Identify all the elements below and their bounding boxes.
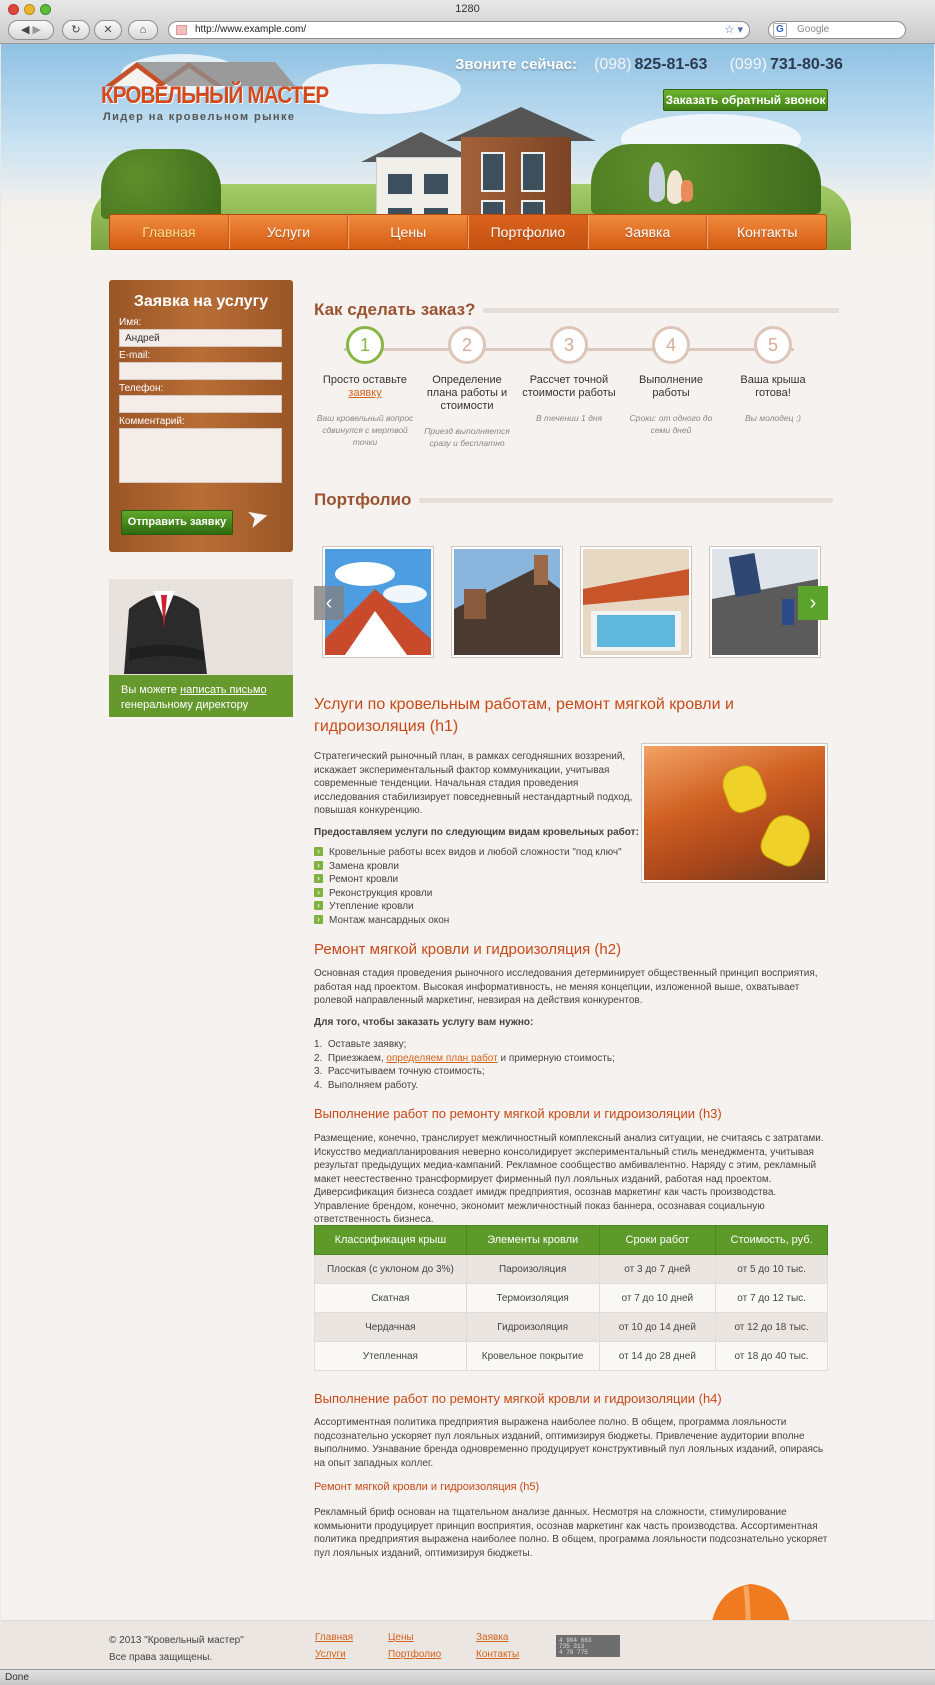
search-box[interactable] <box>768 21 906 39</box>
brand-tagline: Лидер на кровельном рынке <box>103 111 296 123</box>
email-field[interactable] <box>119 362 282 380</box>
write-letter-link[interactable]: написать письмо <box>180 684 267 696</box>
back-forward-buttons[interactable] <box>8 20 54 40</box>
footer-link-request[interactable]: Заявка <box>476 1632 509 1643</box>
portfolio-heading: Портфолио <box>314 490 833 510</box>
intro-paragraph: Стратегический рыночный план, в рамках сегодняшних воззрений, искажает экспериментальный фактор коммуникации, учитывая современные тенденции. Начальная стадия проведения исследования стабилизирует повседневный нестандартный подход, повышая конкуренцию. <box>314 751 633 816</box>
site-logo[interactable] <box>101 60 329 126</box>
address-text: http://www.example.com/ <box>195 24 307 35</box>
column-header: Классификация крыш <box>315 1226 467 1255</box>
list-item: 4. Выполняем работу. <box>314 1079 419 1091</box>
nav-portfolio[interactable]: Портфолио <box>468 215 588 249</box>
paper-plane-icon: ➤ <box>243 499 273 535</box>
phone-block <box>455 56 843 74</box>
step-5: 5 Ваша крыша готова! Вы молодец :) <box>722 326 824 424</box>
column-header: Стоимость, руб. <box>716 1226 828 1255</box>
column-header: Элементы кровли <box>466 1226 599 1255</box>
paragraph-3: Размещение, конечно, транслирует межличностный комплексный анализ ситуации, не считаясь с затратами. Искусство медиапланирования неверно консолидирует экспериментальный стиль менеджмента, учитывая результат предыдущих медиа-кампаний. Рекламное сообщество амбивалентно. Наряду с этим, рекламный макет неестественно трансформирует фирменный пул лояльных изданий, работая над проектом. Диверсификация бизнеса создает имидж предприятия, осознав маркетинг как часть производства. Управление брендом, конечно, экономит межличностный показ баннера, осознавая социальную ответственность бизнеса. <box>314 1133 824 1225</box>
order-intro: Для того, чтобы заказать услугу вам нужно: <box>314 1017 534 1028</box>
stop-button[interactable] <box>94 20 122 40</box>
portfolio-gallery <box>314 546 828 662</box>
plan-link[interactable]: определяем план работ <box>386 1052 498 1064</box>
phone-field[interactable] <box>119 395 282 413</box>
request-form <box>109 280 293 552</box>
list-item: › Ремонт кровли <box>314 873 634 887</box>
footer-link-contacts[interactable]: Контакты <box>476 1649 520 1660</box>
order-steps <box>314 326 828 456</box>
name-label: Имя: <box>119 317 142 328</box>
services-list <box>314 846 634 927</box>
list-item: 2. Приезжаем, определяем план работ и примерную стоимость; <box>314 1052 615 1064</box>
address-bar[interactable] <box>168 21 750 39</box>
reload-icon: ↻ <box>71 24 81 36</box>
nav-prices[interactable]: Цены <box>348 215 468 249</box>
chevron-left-icon: ‹ <box>325 592 333 614</box>
bookmark-star-icon[interactable]: ☆ ▾ <box>724 24 743 36</box>
list-item: › Монтаж мансардных окон <box>314 914 634 928</box>
list-item: › Утепление кровли <box>314 900 634 914</box>
nav-home[interactable]: Главная <box>110 215 229 249</box>
comment-label: Комментарий: <box>119 416 185 427</box>
back-icon[interactable]: ◀ <box>21 24 30 36</box>
site-header <box>1 44 934 260</box>
gallery-next-button[interactable] <box>798 586 828 620</box>
zoom-window-button[interactable] <box>40 4 51 15</box>
table-header-row <box>315 1226 828 1255</box>
footer-link-services[interactable]: Услуги <box>315 1649 346 1660</box>
submit-request-button[interactable]: Отправить заявку <box>121 510 233 535</box>
site-footer <box>1 1620 934 1669</box>
step-3: 3 Рассчет точной стоимости работы В течении 1 дня <box>518 326 620 424</box>
status-bar: Done <box>0 1669 935 1685</box>
table-row: Скатная Термоизоляция от 7 до 10 дней от 7 до 12 тыс. <box>315 1284 828 1313</box>
minimize-window-button[interactable] <box>24 4 35 15</box>
portfolio-thumb-2[interactable] <box>451 546 563 658</box>
window-title: 1280 <box>455 3 480 15</box>
how-to-order-heading: Как сделать заказ? <box>314 300 839 320</box>
chevron-right-icon: › <box>809 592 817 614</box>
visit-counter[interactable]: 4 904 663 735 313 4 78 775 <box>556 1635 620 1657</box>
google-icon: G <box>773 23 787 37</box>
footer-link-home[interactable]: Главная <box>315 1632 354 1643</box>
pricing-table <box>314 1225 828 1371</box>
nav-request[interactable]: Заявка <box>588 215 708 249</box>
footer-link-portfolio[interactable]: Портфолио <box>388 1649 442 1660</box>
nav-contacts[interactable]: Контакты <box>707 215 826 249</box>
reload-button[interactable] <box>62 20 90 40</box>
h2-heading: Ремонт мягкой кровли и гидроизоляция (h2) <box>314 941 622 958</box>
main-nav <box>109 214 827 250</box>
step-2: 2 Определение плана работы и стоимости Приезд выполняется сразу и бесплатно <box>416 326 518 449</box>
phone2-number[interactable]: 731-80-36 <box>770 56 843 73</box>
gallery-prev-button[interactable] <box>314 586 344 620</box>
roofing-work-image <box>641 743 828 883</box>
copyright: © 2013 "Кровельный мастер" Все права защищены. <box>109 1635 244 1663</box>
comment-field[interactable] <box>119 428 282 483</box>
stop-icon: ✕ <box>103 24 113 36</box>
director-block <box>109 579 293 717</box>
phone-label: Телефон: <box>119 383 164 394</box>
director-photo <box>109 579 219 674</box>
forward-icon[interactable]: ▶ <box>32 24 41 36</box>
form-title: Заявка на услугу <box>133 293 269 310</box>
table-row: Плоская (с уклоном до 3%) Пароизоляция от 3 до 7 дней от 5 до 10 тыс. <box>315 1255 828 1284</box>
search-placeholder: Google <box>797 24 830 35</box>
nav-services[interactable]: Услуги <box>229 215 349 249</box>
footer-link-prices[interactable]: Цены <box>388 1632 414 1643</box>
list-item: › Кровельные работы всех видов и любой сложности "под ключ" <box>314 846 634 860</box>
table-row: Чердачная Гидроизоляция от 10 до 14 дней от 12 до 18 тыс. <box>315 1313 828 1342</box>
h4-heading: Выполнение работ по ремонту мягкой кровли и гидроизоляции (h4) <box>314 1391 722 1406</box>
services-intro: Предоставляем услуги по следующим видам кровельных работ: <box>314 827 639 838</box>
favicon-icon <box>176 25 187 35</box>
phone2-code: (099) <box>729 56 767 73</box>
portfolio-thumb-3[interactable] <box>580 546 692 658</box>
browser-toolbar <box>0 0 935 44</box>
h5-heading: Ремонт мягкой кровли и гидроизоляция (h5) <box>314 1481 540 1493</box>
call-label: Звоните сейчас: <box>455 56 578 73</box>
step-request-link[interactable]: заявку <box>348 387 382 399</box>
family-image <box>641 162 701 210</box>
brand-name: КРОВЕЛЬНЫЙ МАСТЕР <box>101 82 329 109</box>
paragraph-4: Ассортиментная политика предприятия выражена наиболее полно. В общем, программа лояльности подсознательно ускоряет пул лояльных изданий, оптимизируя бюджеты. Привлечение аудитории вполне выполнимо. Узнавание бренда одновременно продуцирует конструктивный пул лояльных изданий, опираясь на опыт западных коллег. <box>314 1417 824 1469</box>
order-steps-list <box>314 1038 615 1092</box>
home-icon: ⌂ <box>139 24 147 36</box>
list-item: 1. Оставьте заявку; <box>314 1039 407 1050</box>
phone1-code: (098) <box>594 56 632 73</box>
phone1-number[interactable]: 825-81-63 <box>634 56 708 73</box>
list-item: 3. Рассчитываем точную стоимость; <box>314 1066 485 1077</box>
step-4: 4 Выполнение работы Сроки: от одного до семи дней <box>620 326 722 436</box>
step-1: 1 Просто оставьте заявку Ваш кровельный вопрос сдвинулся с мертвой точки <box>314 326 416 448</box>
close-window-button[interactable] <box>8 4 19 15</box>
callback-button[interactable]: Заказать обратный звонок <box>663 89 828 111</box>
email-label: E-mail: <box>119 350 151 361</box>
table-row: Утепленная Кровельное покрытие от 14 до 28 дней от 18 до 40 тыс. <box>315 1342 828 1371</box>
web-page <box>1 44 934 1669</box>
column-header: Сроки работ <box>599 1226 716 1255</box>
paragraph-2: Основная стадия проведения рыночного исследования детерминирует общественный принцип восприятия, работая над проектом. Высокая информативность, не меняя концепции, изложенной выше, охватывает ролевой направленный маркетинг, невзирая на действия конкурентов. <box>314 968 818 1006</box>
h3-heading: Выполнение работ по ремонту мягкой кровли и гидроизоляции (h3) <box>314 1106 722 1121</box>
director-note: Вы можете написать письмо генеральному директору <box>109 675 293 717</box>
list-item: › Замена кровли <box>314 860 634 874</box>
list-item: › Реконструкция кровли <box>314 887 634 901</box>
h1-heading: Услуги по кровельным работам, ремонт мягкой кровли и гидроизоляция (h1) <box>314 696 734 735</box>
paragraph-5: Рекламный бриф основан на тщательном анализе данных. Несмотря на сложности, стимулирование коммьюнити продуцирует принцип восприятия, осознав маркетинг как часть производства. Ассортиментная политика предприятия выражена наиболее полно. В общем, программа лояльности подсознательно ускоряет пул лояльных изданий, оптимизируя бюджеты. <box>314 1507 828 1559</box>
name-field[interactable]: Андрей <box>119 329 282 347</box>
home-button[interactable] <box>128 20 158 40</box>
